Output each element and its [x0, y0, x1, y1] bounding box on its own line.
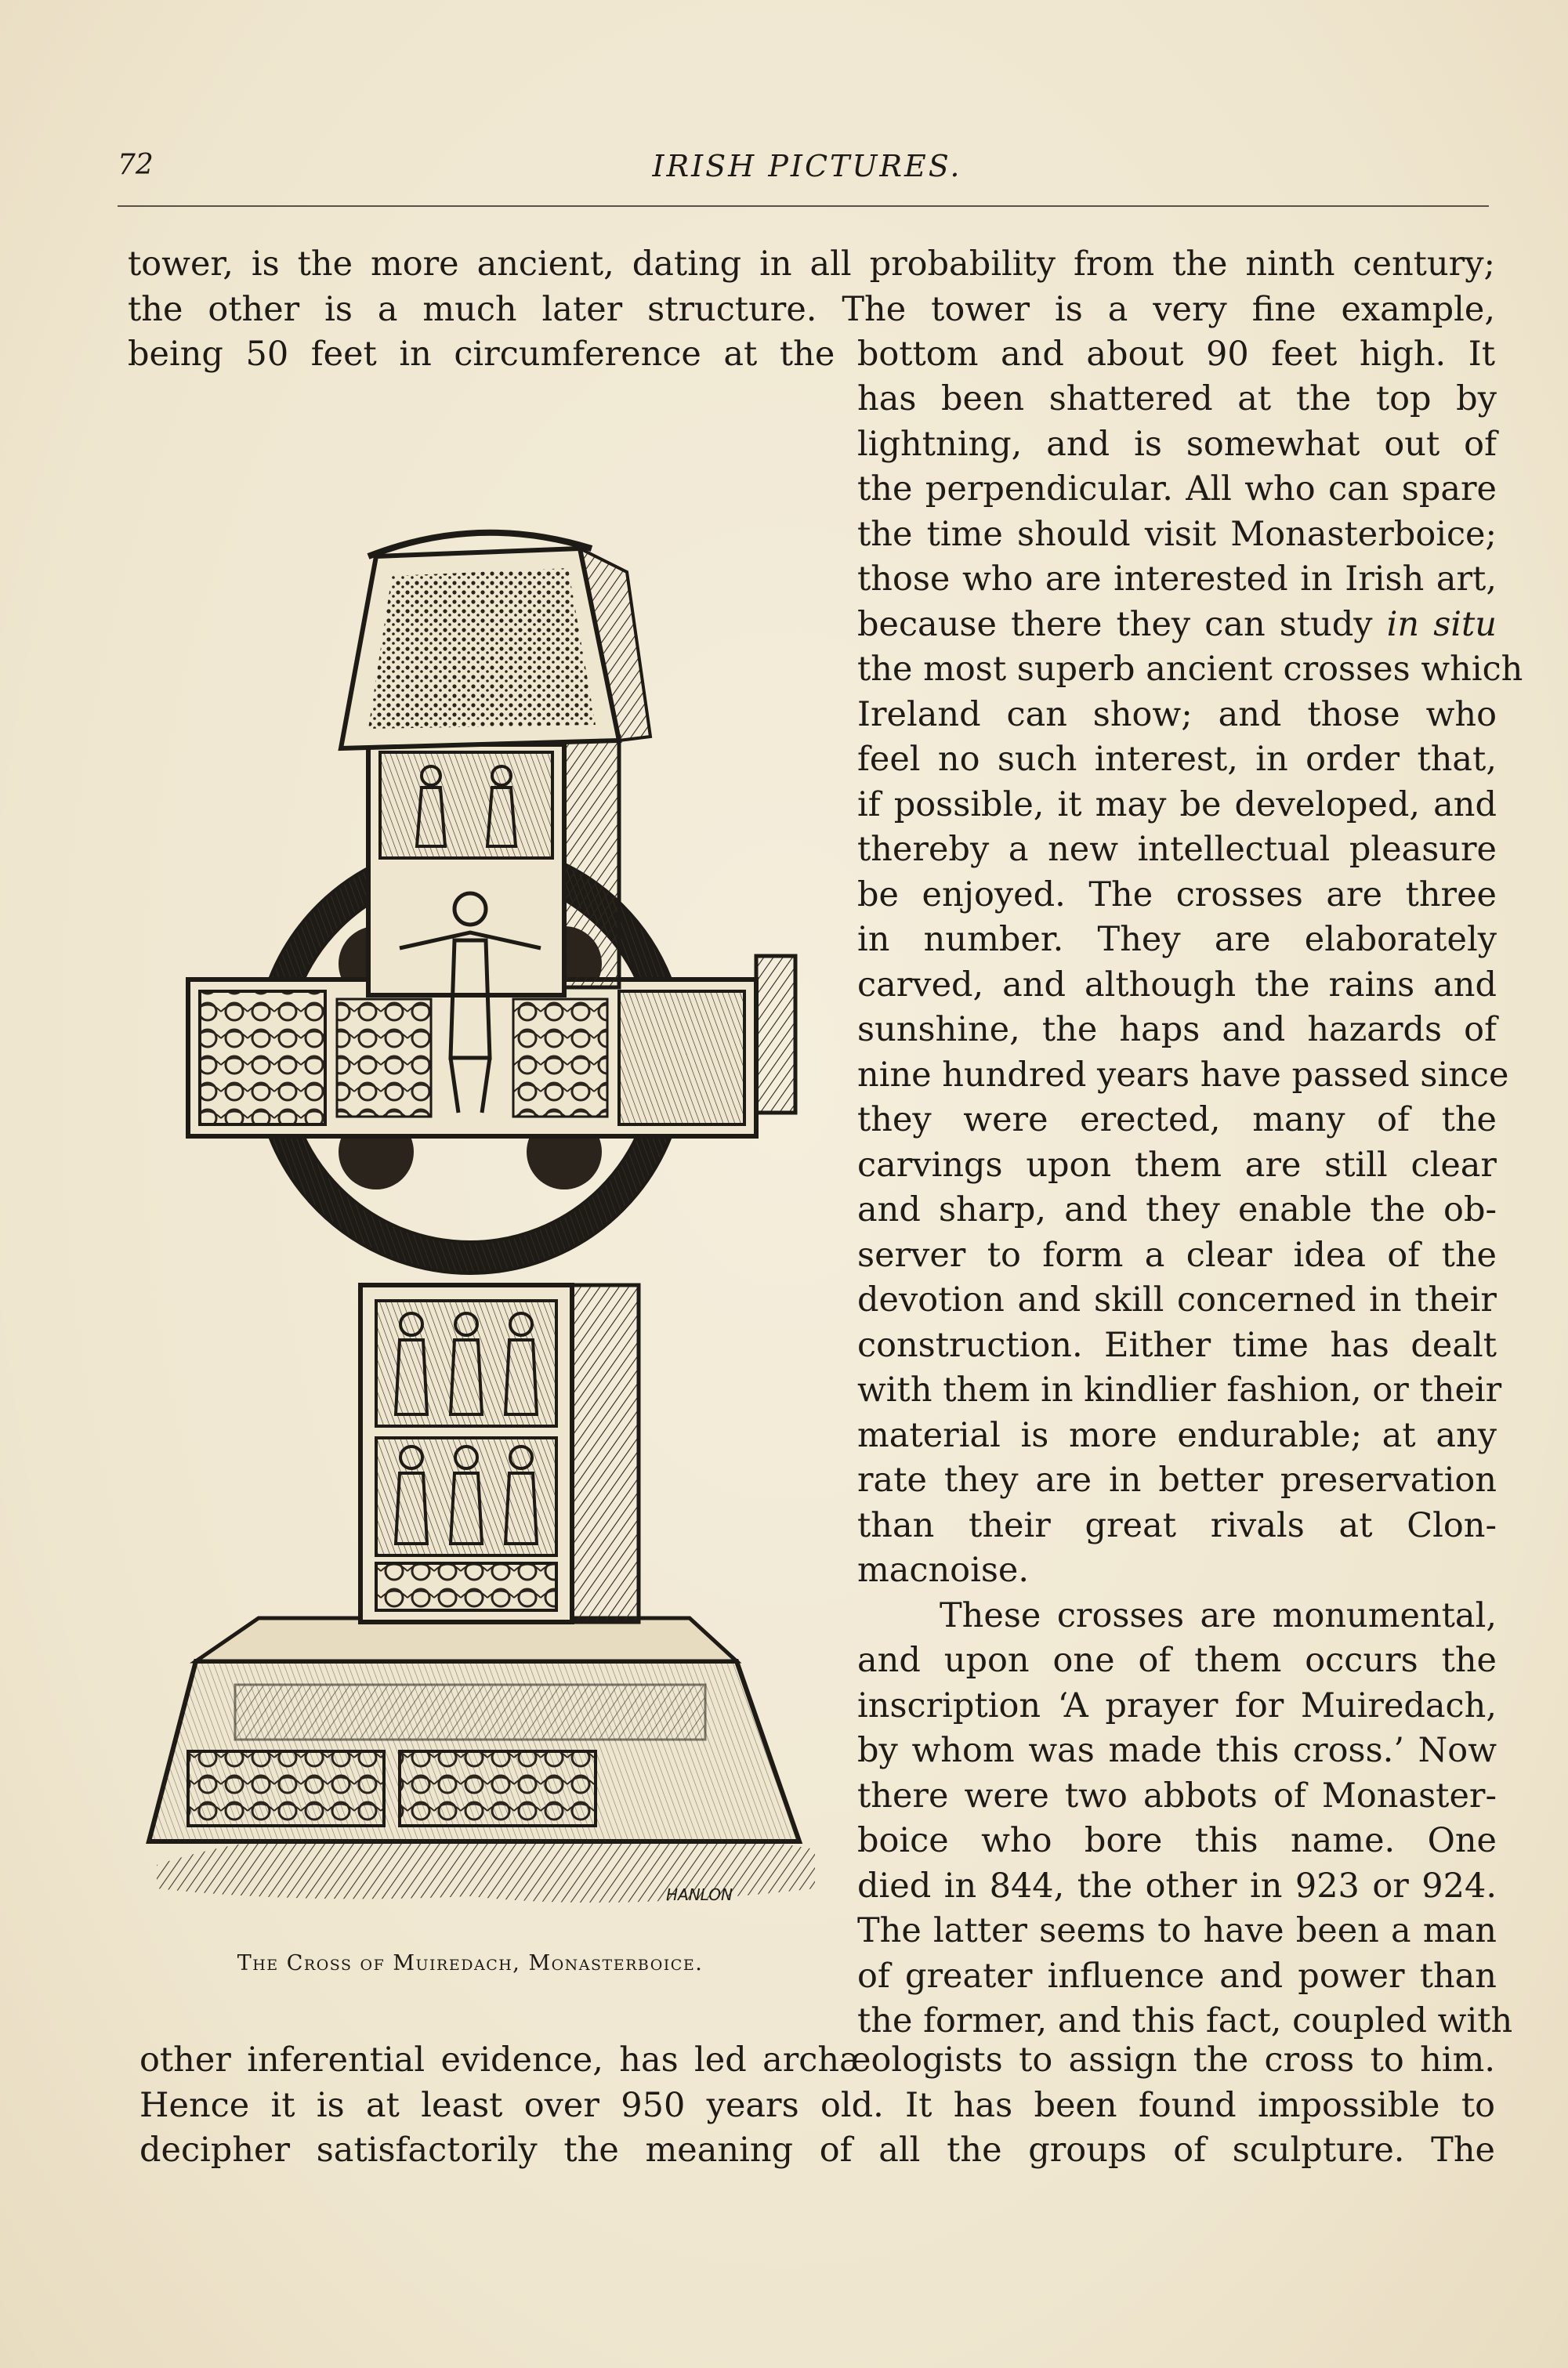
text-line: material is more endurable; at any — [857, 1415, 1497, 1455]
page-header — [118, 149, 1497, 196]
text-line: construction. Either time has dealt — [857, 1325, 1497, 1365]
text-line: has been shattered at the top by — [857, 379, 1497, 418]
text-line-roman: because there they can study — [857, 604, 1387, 644]
text-line: by whom was made this cross.’ Now — [857, 1731, 1497, 1770]
text-line: the perpendicular. All who can spare — [857, 469, 1497, 509]
text-line: server to form a clear idea of the — [857, 1235, 1497, 1275]
cross-illustration — [141, 439, 831, 1935]
text-line: carved, and although the rains and — [857, 965, 1497, 1005]
text-line: devotion and skill concerned in their — [857, 1280, 1497, 1320]
right-column-text — [857, 377, 1523, 2044]
high-cross-drawing — [141, 439, 831, 1935]
bottom-paragraph-lines — [139, 2038, 1495, 2174]
text-line: and upon one of them occurs the — [857, 1641, 1497, 1680]
text-line: Hence it is at least over 950 years old. It has been found impossible to — [139, 2085, 1495, 2125]
text-line: These crosses are monumental, — [940, 1595, 1497, 1635]
text-line: they were erected, many of the — [857, 1100, 1497, 1139]
text-line: Ireland can show; and those who — [857, 694, 1497, 734]
text-line: than their great rivals at Clon- — [857, 1505, 1497, 1545]
text-line: boice who bore this name. One — [857, 1821, 1497, 1860]
text-line: the time should visit Monasterboice; — [857, 514, 1497, 554]
text-line: in number. They are elaborately — [857, 920, 1497, 959]
text-line: be enjoyed. The crosses are three — [857, 874, 1497, 914]
text-line: thereby a new intellectual pleasure — [857, 830, 1497, 869]
text-line: sunshine, the haps and hazards of — [857, 1010, 1497, 1049]
text-line: the former, and this fact, coupled with — [857, 2001, 1513, 2040]
text-line: there were two abbots of Monaster- — [857, 1776, 1497, 1816]
text-line: the other is a much later structure. The tower is a very fine example, — [128, 289, 1495, 329]
running-title: IRISH PICTURES. — [652, 149, 962, 183]
text-line: nine hundred years have passed since — [857, 1055, 1509, 1095]
text-line: macnoise. — [857, 1551, 1030, 1590]
text-line: carvings upon them are still clear — [857, 1145, 1497, 1185]
header-rule — [118, 205, 1489, 207]
text-line: other inferential evidence, has led archæologists to assign the cross to him. — [139, 2040, 1495, 2080]
text-line: being 50 feet in circumference at the bottom and about 90 feet high. It — [128, 335, 1495, 374]
text-line: of greater influence and power than — [857, 1956, 1497, 1996]
artist-signature: HANLON — [666, 1885, 733, 1904]
text-line: and sharp, and they enable the ob- — [857, 1190, 1497, 1229]
text-line: the most superb ancient crosses which — [857, 650, 1523, 689]
text-line: rate they are in better preservation — [857, 1461, 1497, 1500]
text-line: tower, is the more ancient, dating in all probability from the ninth century; — [128, 244, 1495, 284]
text-line: if possible, it may be developed, and — [857, 784, 1497, 824]
figure-caption: The Cross of Muiredach, Monasterboice. — [237, 1951, 704, 1975]
text-line: lightning, and is somewhat out of — [857, 424, 1497, 464]
text-line: The latter seems to have been a man — [857, 1911, 1497, 1950]
text-line: died in 844, the other in 923 or 924. — [857, 1866, 1497, 1906]
text-line: with them in kindlier fashion, or their — [857, 1370, 1502, 1410]
text-line: inscription ‘A prayer for Muiredach, — [857, 1685, 1497, 1725]
text-line: decipher satisfactorily the meaning of all the groups of sculpture. The — [139, 2131, 1495, 2170]
italic-phrase: in situ — [1386, 604, 1497, 644]
text-line-with-italic — [857, 603, 1497, 648]
text-line: feel no such interest, in order that, — [857, 740, 1497, 779]
page-number: 72 — [118, 149, 154, 181]
text-line: those who are interested in Irish art, — [857, 559, 1497, 599]
top-paragraph-lines — [128, 242, 1495, 378]
